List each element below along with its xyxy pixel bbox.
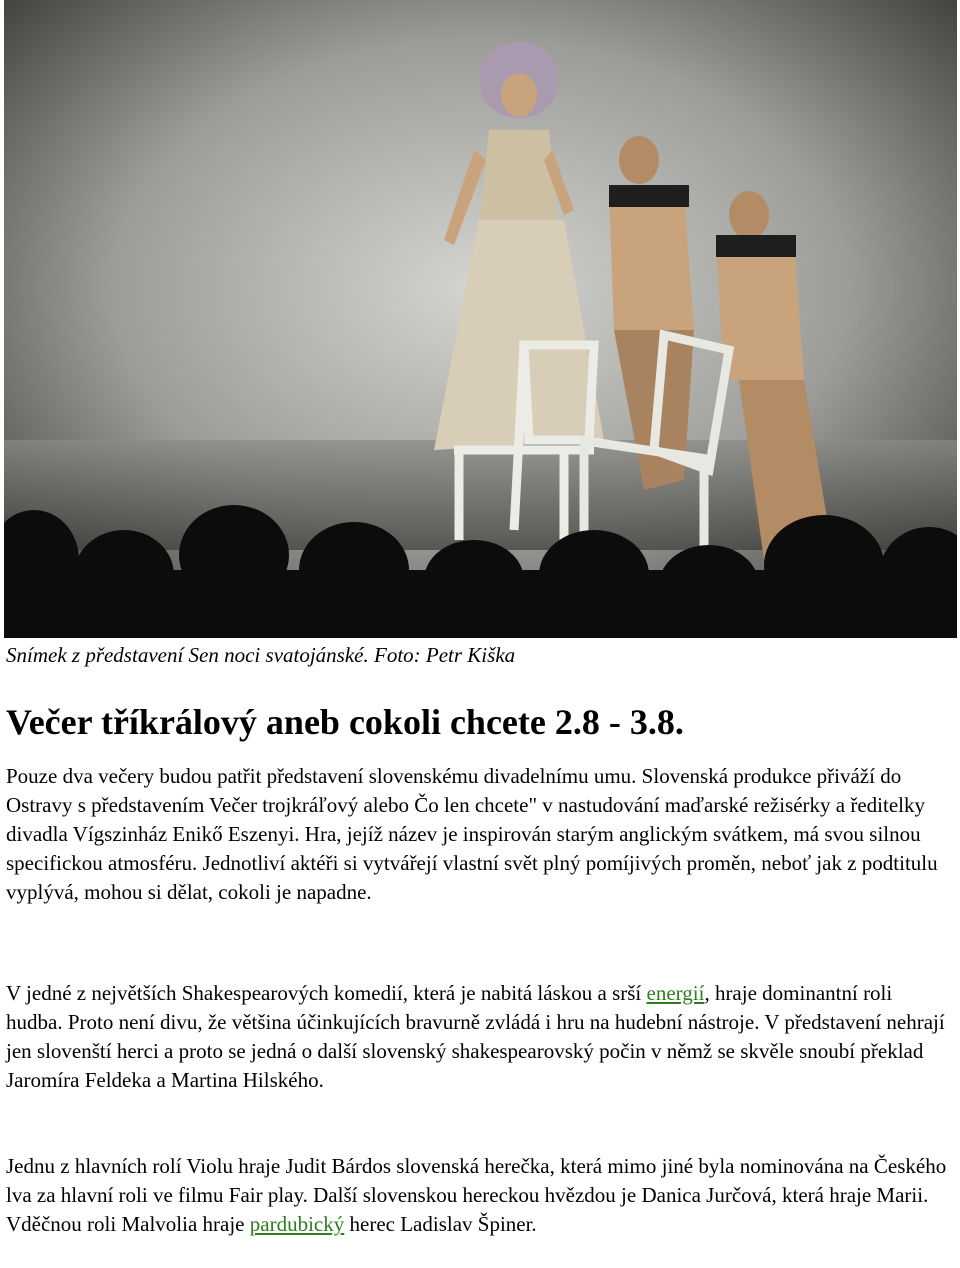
paragraph-text: V jedné z největších Shakespearových komedií, která je nabitá láskou a srší xyxy=(6,981,647,1005)
paragraph-shakespeare xyxy=(6,979,950,1095)
paragraph-text: Jednu z hlavních rolí Violu hraje Judit Bárdos slovenská herečka, která mimo jiné byla nominována na Českého lva za hlavní roli ve filmu Fair play. Další slovenskou hereckou hvězdou je Danica Jurčová, která hraje Marii. Vděčnou roli Malvolia hraje xyxy=(6,1154,947,1236)
photo-caption: Snímek z představení Sen noci svatojánské. Foto: Petr Kiška xyxy=(6,643,516,667)
paragraph-text: , hraje dominantní roli hudba. Proto není divu, že většina účinkujících bravurně zvládá i hru na hudební nástroje. V představení nehrají jen slovenští herci a proto se jedná o další slovenský shakespearovský počin v němž se skvěle snoubí překlad Jaromíra Feldeka a Martina Hilského. xyxy=(6,981,945,1092)
link-energie[interactable]: energií xyxy=(646,981,705,1005)
link-pardubicky[interactable]: pardubický xyxy=(249,1212,345,1236)
stage-photo xyxy=(4,0,957,638)
paragraph-intro: Pouze dva večery budou patřit představení slovenskému divadelnímu umu. Slovenská produkce přiváží do Ostravy s představením Večer trojkráľový alebo Čo len chcete" v nastudování maďarské režisérky a ředitelky divadla Vígszinház Enikő Eszenyi. Hra, jejíž název je inspirován starým anglickým svátkem, má svou silnou specifickou atmosféru. Jednotliví aktéři si vytvářejí vlastní svět plný pomíjivých proměn, neboť jak z podtitulu vyplývá, mohou si dělat, cokoli je napadne. xyxy=(6,764,938,904)
paragraph-cast xyxy=(6,1152,950,1239)
article-title: Večer tříkrálový aneb cokoli chcete 2.8 - 3.8. xyxy=(6,702,684,742)
paragraph-text: herec Ladislav Špiner. xyxy=(344,1212,537,1236)
stage-photo-illustration xyxy=(4,0,957,638)
